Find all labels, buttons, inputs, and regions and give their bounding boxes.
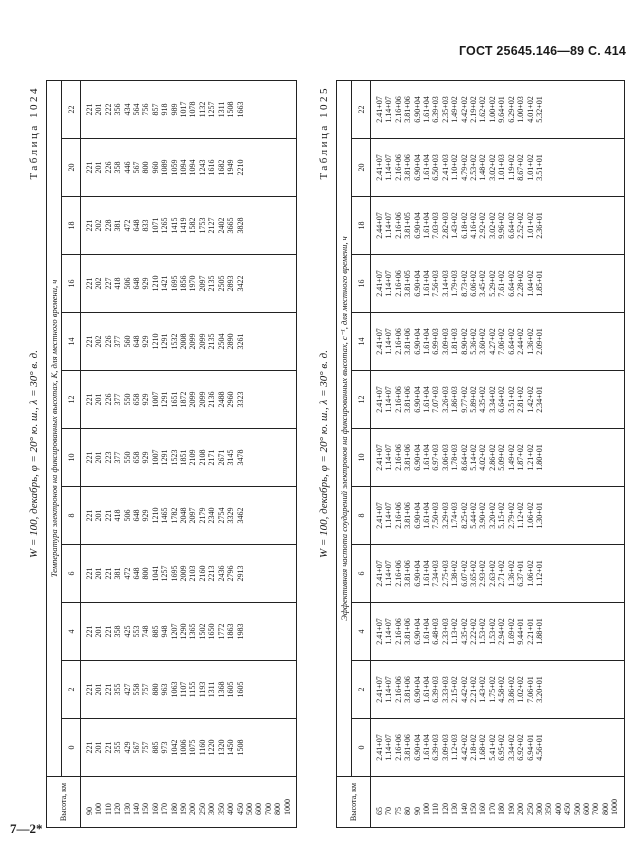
value-column-18: 2.44+07 1.14+07 2.16+06 3.81+05 6.90+04 1.61+04 7.03+03 2.82+03 1.43+02 6.18+02 4.16+02 2.92+02 3.02+02 9.96+02 6.64+02 2.52+02 1.01+02 2.36+01 [371,197,625,255]
column-header-14: 14 [62,313,81,371]
value-column-14: 221 202 226 377 560 648 929 1210 1291 1532 2008 2099 2099 2135 2504 2890 3261 [81,313,297,371]
column-header-2: 2 [62,661,81,719]
value-column-16: 2.41+07 1.14+07 2.16+06 3.81+05 6.90+04 1.61+04 7.56+03 3.14+03 1.79+03 8.73+02 6.06+02 3.45+02 5.29+02 7.61+02 6.64+02 2.28+02 1.04+02 1.85+01 [371,255,625,313]
document-header: ГОСТ 25645.146—89 С. 414 [458,44,626,58]
value-column-8: 2.41+07 1.14+07 2.16+06 3.81+06 6.90+04 1.61+04 7.50+03 3.29+03 1.74+03 8.25+02 5.44+02 3.90+02 3.20+02 5.15+02 2.79+02 1.12+02 1.06+02 1.30+01 [371,487,625,545]
column-header-8: 8 [62,487,81,545]
column-header-10: 10 [62,429,81,487]
column-header-12: 12 [62,371,81,429]
value-column-0: 221 201 221 355 429 567 757 885 973 1042 1006 1075 1160 1220 1320 1450 1508 [81,719,297,777]
height-header: Высота, км [337,777,371,828]
column-header-0: 0 [352,719,371,777]
column-header-22: 22 [62,81,81,139]
column-header-row [62,81,81,828]
value-column-16: 221 202 227 418 506 648 929 1210 1421 1695 1856 1970 2097 2135 2505 2893 3422 [81,255,297,313]
column-header-16: 16 [352,255,371,313]
column-header-4: 4 [352,603,371,661]
column-header-2: 2 [352,661,371,719]
value-column-10: 221 201 223 377 550 658 929 1007 1291 1523 1851 2109 2108 2171 2671 3145 3478 [81,429,297,487]
value-column-20: 2.41+07 1.14+07 2.16+06 3.81+06 6.90+04 1.61+04 6.50+03 2.41+03 1.10+02 4.79+02 2.53+02 1.48+02 3.02+02 1.01+03 1.19+02 8.67+02 1.01+02 3.51+01 [371,139,625,197]
value-column-12: 2.41+07 1.14+07 2.16+06 3.81+06 6.90+04 1.61+04 7.07+03 3.26+03 1.86+03 9.77+02 5.89+02 4.35+02 3.34+02 6.64+02 3.51+02 2.81+02 1.42+02 2.34+01 [371,371,625,429]
value-column-2: 2.41+07 1.14+07 2.16+06 3.81+06 6.90+04 1.61+04 6.39+03 3.33+03 2.15+02 4.42+02 2.21+02 1.43+02 1.75+02 4.58+02 3.86+02 1.02+02 7.06+01 3.20+01 [371,661,625,719]
table-1025-params: W = 100, декабрь, φ = 20° ю. ш., λ = 30° в. д. [318,350,330,558]
column-header-20: 20 [62,139,81,197]
column-header-14: 14 [352,313,371,371]
column-header-6: 6 [62,545,81,603]
value-column-6: 221 201 221 381 472 648 800 1041 1257 1695 2009 2103 2160 2213 2436 2796 2913 [81,545,297,603]
table-body-row [81,81,297,828]
column-header-18: 18 [352,197,371,255]
value-column-22: 2.41+07 1.14+07 2.16+06 3.81+06 6.90+04 1.61+04 6.39+03 2.35+03 1.49+02 4.42+02 2.19+02 1.62+02 1.00+02 9.64+01 6.29+02 1.00+03 4.01+02 5.32+01 [371,81,625,139]
column-header-6: 6 [352,545,371,603]
heights-column: 65 70 75 80 90 100 110 120 130 140 150 160 170 180 190 200 250 300 350 400 450 500 600 700 800 1000 [371,777,625,828]
value-column-4: 2.41+07 1.14+07 2.16+06 3.81+06 6.90+04 1.61+04 6.48+03 2.33+03 1.13+02 4.35+02 2.22+02 1.53+02 1.53+02 2.94+02 1.69+02 9.44+01 2.21+01 1.88+01 [371,603,625,661]
table-1024 [46,80,297,828]
column-header-8: 8 [352,487,371,545]
value-column-18: 221 202 228 381 472 648 833 1071 1265 1415 1419 1582 1753 2127 2402 3665 3828 [81,197,297,255]
value-column-22: 221 201 222 356 434 564 756 857 918 989 1017 1078 1132 1257 1311 1508 1663 [81,81,297,139]
table-1024-label: Таблица 1024 [28,86,40,180]
value-column-14: 2.41+07 1.14+07 2.16+06 3.81+06 6.90+04 1.61+04 6.99+03 3.09+03 1.81+03 8.90+02 5.36+02 3.60+02 4.27+02 7.06+02 6.64+02 2.44+02 1.36+02 2.09+01 [371,313,625,371]
column-header-20: 20 [352,139,371,197]
column-header-10: 10 [352,429,371,487]
column-header-0: 0 [62,719,81,777]
table-1025-block [318,80,618,828]
column-header-4: 4 [62,603,81,661]
table-body-row [371,81,625,828]
value-column-8: 221 201 221 418 506 648 929 1210 1465 1782 2048 2097 2179 2340 2754 3329 3462 [81,487,297,545]
height-header: Высота, км [47,777,81,828]
column-header-row [352,81,371,828]
column-header-16: 16 [62,255,81,313]
table-1025-label: Таблица 1025 [318,86,330,180]
table-1024-block [28,80,292,828]
column-header-12: 12 [352,371,371,429]
column-header-22: 22 [352,81,371,139]
value-column-0: 2.41+07 1.14+07 2.16+06 3.81+06 6.90+04 1.61+04 6.39+03 3.09+03 1.12+03 4.42+02 2.18+02 1.68+02 5.41+02 6.95+02 3.34+02 6.92+02 6.94+01 4.56+01 [371,719,625,777]
value-column-4: 221 201 221 358 425 553 748 885 948 1207 1290 1365 1502 1650 1772 1863 1983 [81,603,297,661]
param-header: Температура электронов на фиксированных высотах, К, для местного времени, ч [47,81,62,777]
value-column-10: 2.41+07 1.14+07 2.16+06 3.81+06 6.90+04 1.61+04 6.97+03 3.06+03 1.78+03 8.64+02 5.14+02 4.02+02 2.86+02 5.09+02 1.49+02 1.87+02 1.21+02 1.80+01 [371,429,625,487]
table-1025 [336,80,625,828]
value-column-2: 221 201 221 355 427 558 757 880 963 1063 1107 1155 1193 1311 1368 1605 1605 [81,661,297,719]
page-footer-mark: 7—2* [10,821,43,836]
column-header-18: 18 [62,197,81,255]
table-1024-params: W = 100, декабрь, φ = 20° ю. ш., λ = 30° в. д. [28,350,40,558]
value-column-6: 2.41+07 1.14+07 2.16+06 3.81+06 6.90+04 1.61+04 7.34+03 2.75+03 1.38+02 6.07+02 3.65+02 2.93+02 2.63+02 2.71+02 1.36+02 6.37+01 1.06+02 1.12+01 [371,545,625,603]
value-column-12: 221 201 226 377 550 658 929 1007 1291 1651 1872 2099 2099 2136 2488 2960 3323 [81,371,297,429]
param-header: Эффективная частота соударений электронов на фиксированных высотах, с⁻¹, для местного времени, ч [337,81,352,777]
heights-column: 90 100 110 120 130 140 150 160 170 180 190 200 250 300 350 400 450 500 600 700 800 1000 [81,777,297,828]
value-column-20: 221 201 226 358 446 567 800 960 1089 1059 1094 1094 1243 1616 1682 1949 2210 [81,139,297,197]
